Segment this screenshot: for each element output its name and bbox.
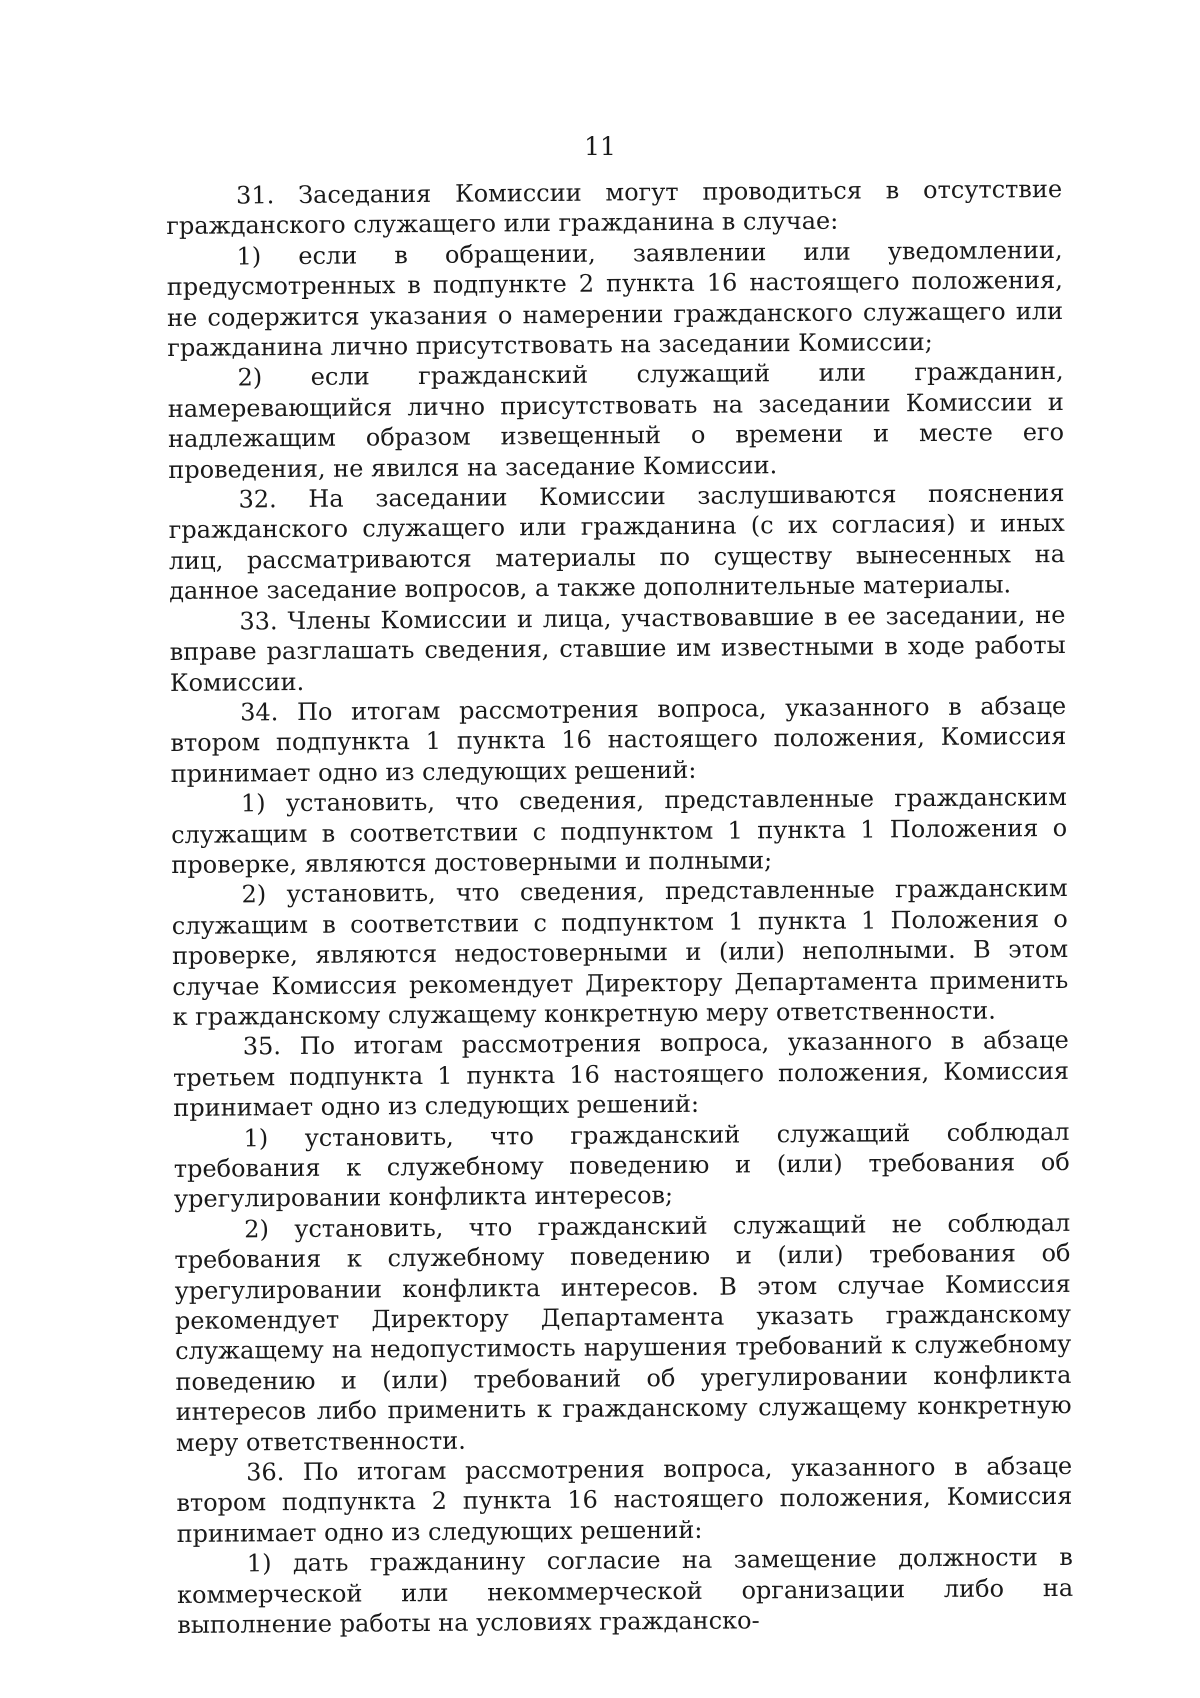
paragraph-35-item-1: 1) установить, что гражданский служащий соблюдал требования к служебному поведению и (или) требования об урегулировании конфликта интересов;	[173, 1117, 1070, 1214]
page-number: 11	[584, 132, 616, 161]
paragraph-34: 34. По итогам рассмотрения вопроса, указанного в абзаце втором подпункта 1 пункта 16 настоящего положения, Комиссия принимает одно из следующих решений:	[170, 691, 1067, 788]
paragraph-36: 36. По итогам рассмотрения вопроса, указанного в абзаце втором подпункта 2 пункта 16 настоящего положения, Комиссия принимает одно из следующих решений:	[176, 1451, 1073, 1548]
paragraph-34-item-2: 2) установить, что сведения, представленные гражданским служащим в соответствии с подпунктом 1 пункта 1 Положения о проверке, являются недостоверными и (или) неполными. В этом случае Комиссия рекомендует Директору Департамента применить к гражданскому служащему конкретную меру ответственности.	[171, 874, 1069, 1031]
paragraph-31-item-1: 1) если в обращении, заявлении или уведомлении, предусмотренных в подпункте 2 пункта 16 настоящего положения, не содержится указания о намерении гражданского служащего или гражданина лично присутствовать на заседании Комиссии;	[166, 235, 1064, 363]
paragraph-36-item-1: 1) дать гражданину согласие на замещение должности в коммерческой или некоммерческой организации либо на выполнение работы на условиях гражданско-	[176, 1543, 1074, 1640]
paragraph-35: 35. По итогам рассмотрения вопроса, указанного в абзаце третьем подпункта 1 пункта 16 настоящего положения, Комиссия принимает одно из следующих решений:	[172, 1026, 1070, 1123]
paragraph-31: 31. Заседания Комиссии могут проводиться в отсутствие гражданского служащего или гражданина в случае:	[166, 174, 1063, 241]
paragraph-31-item-2: 2) если гражданский служащий или гражданин, намеревающийся лично присутствовать на заседании Комиссии и надлежащим образом извещенный о времени и месте его проведения, не явился на заседание Комиссии.	[167, 357, 1065, 484]
paragraph-35-item-2: 2) установить, что гражданский служащий не соблюдал требования к служебному поведению и (или) требования об урегулировании конфликта интересов. В этом случае Комиссия рекомендует Директору Департамента указать гражданскому служащему на недопустимость нарушения требований к служебному поведению и (или) требований об урегулировании конфликта интересов либо применить к гражданскому служащему конкретную меру ответственности.	[174, 1208, 1072, 1457]
paragraph-33: 33. Члены Комиссии и лица, участвовавшие в ее заседании, не вправе разглашать сведения, ставшие им известными в ходе работы Комиссии.	[169, 600, 1066, 697]
paragraph-34-item-1: 1) установить, что сведения, представленные гражданским служащим в соответствии с подпунктом 1 пункта 1 Положения о проверке, являются достоверными и полными;	[171, 783, 1068, 879]
paragraph-32: 32. На заседании Комиссии заслушиваются пояснения гражданского служащего или гражданина (с их согласия) и иных лиц, рассматриваются материалы по существу вынесенных на данное заседание вопросов, а также дополнительные материалы.	[168, 479, 1066, 606]
document-body	[166, 174, 1073, 1640]
